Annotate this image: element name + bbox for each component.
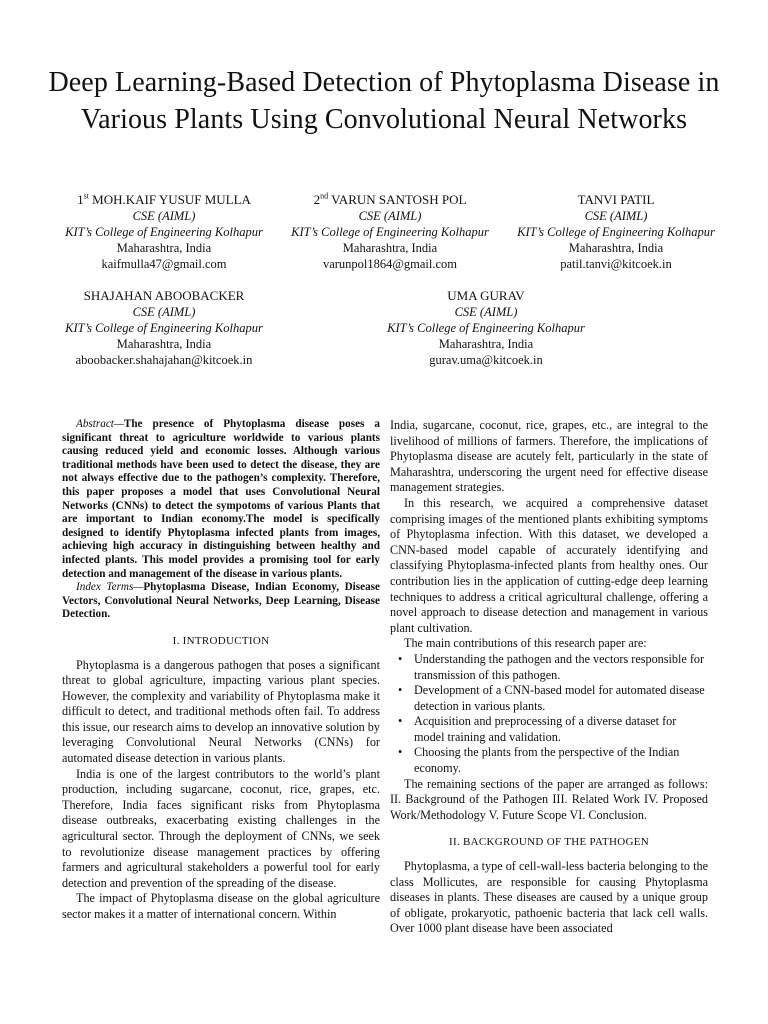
list-item: • Understanding the pathogen and the vectors responsible for transmission of this pathogen. [414, 652, 708, 683]
author-dept: CSE (AIML) [132, 209, 196, 223]
author-name: UMA GURAV [447, 288, 525, 303]
intro-paragraph: The impact of Phytoplasma disease on the global agriculture sector makes it a matter of international concern. Within [62, 891, 380, 921]
author-name: 1st MOH.KAIF YUSUF MULLA [77, 191, 251, 207]
author-location: Maharashtra, India [438, 337, 534, 351]
right-column [390, 418, 708, 937]
author-email: patil.tanvi@kitcoek.in [560, 257, 672, 271]
author-email: varunpol1864@gmail.com [322, 257, 458, 271]
list-item: • Choosing the plants from the perspective of the Indian economy. [414, 745, 708, 776]
author-block [264, 192, 516, 272]
abstract-label: Abstract— [76, 418, 124, 430]
author-location: Maharashtra, India [116, 337, 212, 351]
background-paragraph: Phytoplasma, a type of cell-wall-less bacteria belonging to the class Mollicutes, are responsible for causing Phytoplasma diseases in plants. These diseases are caused by a unique group of obligate, prokaryotic, pathoenic bacteria that lack cell walls. Over 1000 plant disease have been associated [390, 859, 708, 936]
author-block [490, 192, 742, 272]
author-location: Maharashtra, India [342, 241, 438, 255]
author-name: SHAJAHAN ABOOBACKER [83, 288, 245, 303]
author-block [38, 192, 290, 272]
author-institution: KIT’s College of Engineering Kolhapur [65, 225, 263, 239]
author-email: kaifmulla47@gmail.com [101, 257, 227, 271]
author-dept: CSE (AIML) [454, 305, 518, 319]
author-institution: KIT’s College of Engineering Kolhapur [387, 321, 585, 335]
author-location: Maharashtra, India [568, 241, 664, 255]
author-block [360, 288, 612, 368]
author-institution: KIT’s College of Engineering Kolhapur [517, 225, 715, 239]
intro-paragraph: India is one of the largest contributors to the world’s plant production, including sugarcane, coconut, rice, grapes, etc. Therefore, India faces significant risks from Phytoplasma disease outbreaks, exacerbating existing challenges in the agricultural sector. Through the deployment of CNNs, we seek to revolutionize disease management practices by offering farmers and agricultural stakeholders a powerful tool for early detection and prevention of the spreading of the disease. [62, 766, 380, 890]
author-institution: KIT’s College of Engineering Kolhapur [291, 225, 489, 239]
contributions-list [390, 652, 708, 777]
author-dept: CSE (AIML) [584, 209, 648, 223]
contributions-lead: The main contributions of this research paper are: [404, 636, 647, 651]
author-name: 2nd VARUN SANTOSH POL [313, 191, 467, 207]
intro-paragraph: In this research, we acquired a comprehensive dataset comprising images of the mentioned plants exhibiting symptoms of Phytoplasma infection. With this dataset, we developed a CNN-based model capable of accurately identifying and classifying Phytoplasma-infected plants from healthy ones. Our contribution lies in the application of cutting-edge deep learning techniques to address a critical agricultural challenge, offering a novel approach to disease detection and management in various plant cultivation. [390, 495, 708, 635]
left-column [62, 418, 380, 923]
section-heading-background: II. BACKGROUND OF THE PATHOGEN [449, 836, 649, 849]
author-institution: KIT’s College of Engineering Kolhapur [65, 321, 263, 335]
sections-overview: The remaining sections of the paper are arranged as follows: II. Background of the Pathogen III. Related Work IV. Proposed Work/Methodology V. Future Scope VI. Conclusion. [390, 776, 708, 822]
list-item: • Development of a CNN-based model for automated disease detection in various plants. [414, 683, 708, 714]
index-terms-text: Phytoplasma Disease, Indian Economy, Disease Vectors, Convolutional Neural Networks, Deep Learning, Disease Detection. [62, 581, 380, 621]
section-heading-introduction: I. INTRODUCTION [172, 634, 270, 647]
author-dept: CSE (AIML) [358, 209, 422, 223]
author-email: gurav.uma@kitcoek.in [429, 353, 543, 367]
paper-title: Deep Learning-Based Detection of Phytoplasma Disease in Various Plants Using Convolutional Neural Networks [48, 67, 720, 135]
author-name: TANVI PATIL [577, 192, 655, 207]
intro-paragraph: Phytoplasma is a dangerous pathogen that poses a significant threat to global agriculture, impacting various plant species. However, the complexity and variability of Phytoplasma make it difficult to detect, and traditional methods often fail. To address this issue, our research aims to develop an innovative solution by leveraging Convolutional Neural Networks (CNNs) for automated disease detection in various plants. [62, 657, 380, 766]
index-terms [62, 581, 380, 622]
author-block [38, 288, 290, 368]
intro-paragraph-continued: India, sugarcane, coconut, rice, grapes, etc., are integral to the livelihood of millions of farmers. Therefore, the implications of Phytoplasma disease are acutely felt, particularly in the state of Maharashtra, underscoring the urgent need for effective disease management strategies. [390, 418, 708, 495]
index-terms-label: Index Terms— [76, 581, 144, 594]
author-dept: CSE (AIML) [132, 305, 196, 319]
abstract [62, 418, 380, 581]
abstract-text: The presence of Phytoplasma disease poses a significant threat to agriculture worldwide to various plants causing reduced yield and economic losses. Although various traditional methods have been used to detect the disease, they are not always effective due to the pathogen’s complexity. Therefore, this paper proposes a model that uses Convolutional Neural Networks (CNNs) to detect the sympotoms of various Plants that are important to Indian economy.The model is specifically designed to identify Phytoplasma infected plants from images, achieving high accuracy in distinguishing between healthy and infected plants. This model provides a promising tool for early detection and management of the disease in various plants. [62, 418, 380, 580]
author-email: aboobacker.shahajahan@kitcoek.in [75, 353, 253, 367]
author-location: Maharashtra, India [116, 241, 212, 255]
list-item: • Acquisition and preprocessing of a diverse dataset for model training and validation. [414, 714, 708, 745]
